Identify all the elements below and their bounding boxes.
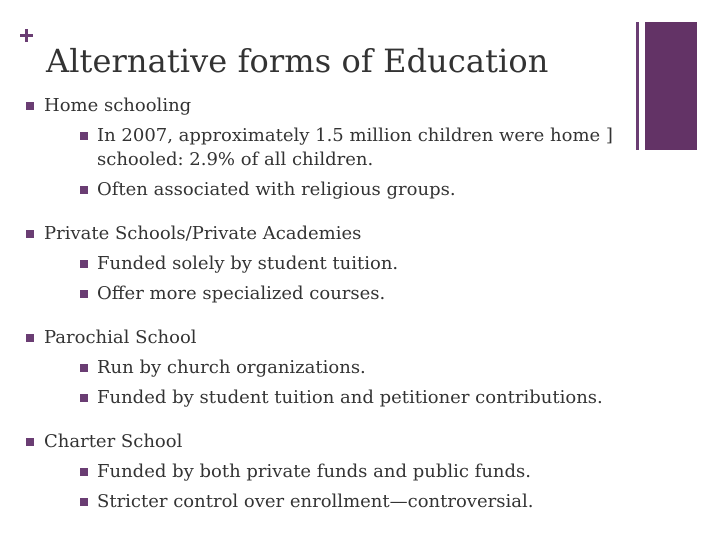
point-text-line: schooled: 2.9% of all children. bbox=[97, 149, 374, 170]
point-text-line: In 2007, approximately 1.5 million children were home ] bbox=[97, 125, 613, 146]
point-text-line: Stricter control over enrollment—controversial. bbox=[97, 491, 534, 512]
point-text-line: Funded solely by student tuition. bbox=[97, 253, 399, 274]
section-heading-parochial-school: Parochial School bbox=[44, 327, 197, 348]
square-bullet-icon bbox=[80, 498, 88, 506]
point-text-line: Funded by student tuition and petitioner contributions. bbox=[97, 387, 603, 408]
square-bullet-icon bbox=[80, 364, 88, 372]
point-text-line: Run by church organizations. bbox=[97, 357, 366, 378]
square-bullet-icon bbox=[80, 132, 88, 140]
section-heading-private-schools: Private Schools/Private Academies bbox=[44, 223, 362, 244]
point-text-line: Often associated with religious groups. bbox=[97, 179, 456, 200]
square-bullet-icon bbox=[80, 394, 88, 402]
square-bullet-icon bbox=[26, 334, 34, 342]
square-bullet-icon bbox=[80, 186, 88, 194]
square-bullet-icon bbox=[80, 260, 88, 268]
square-bullet-icon bbox=[26, 102, 34, 110]
point-text-line: Funded by both private funds and public funds. bbox=[97, 461, 531, 482]
point-text-line: Offer more specialized courses. bbox=[97, 283, 386, 304]
section-heading-home-schooling: Home schooling bbox=[44, 95, 192, 116]
square-bullet-icon bbox=[26, 230, 34, 238]
square-bullet-icon bbox=[80, 290, 88, 298]
square-bullet-icon bbox=[80, 468, 88, 476]
section-heading-charter-school: Charter School bbox=[44, 431, 183, 452]
slide-title: Alternative forms of Education bbox=[46, 42, 549, 80]
square-bullet-icon bbox=[26, 438, 34, 446]
